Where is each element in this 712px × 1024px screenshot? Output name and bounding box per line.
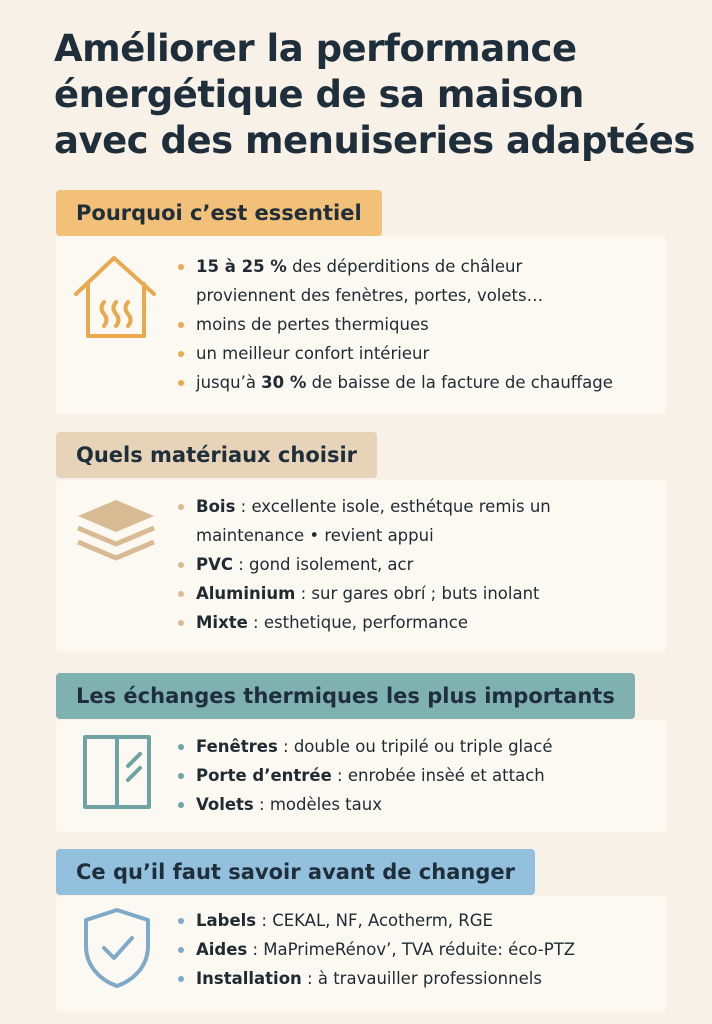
layers-icon	[74, 494, 158, 568]
list-item	[176, 310, 613, 339]
item-highlight: PVC	[196, 555, 233, 574]
item-text: moins de pertes thermiques	[196, 315, 429, 334]
item-highlight: Porte d’entrée	[196, 766, 332, 785]
item-text: : double ou tripilé ou triple glacé	[277, 737, 553, 756]
title-line-3: avec des menuiseries adaptées	[54, 119, 695, 162]
item-text: : excellente isole, esthétque remis un	[235, 497, 551, 516]
item-text: : à travauiller professionnels	[301, 969, 542, 988]
item-text: : CEKAL, NF, Acotherm, RGE	[256, 911, 493, 930]
list-item	[176, 550, 551, 579]
item-text-continued: maintenance • revient appui	[196, 526, 434, 545]
list-item	[176, 906, 575, 935]
list-item	[176, 368, 613, 397]
list-item	[176, 339, 613, 368]
item-highlight: Fenêtres	[196, 737, 278, 756]
item-text: : MaPrimeRénov’, TVA réduite: éco-PTZ	[247, 940, 576, 959]
item-text: des déperditions de châleur	[286, 257, 523, 276]
item-text: : gond isolement, acr	[232, 555, 414, 574]
item-highlight: Aluminium	[196, 584, 296, 603]
shield-check-icon	[80, 906, 154, 990]
item-text: : sur gares obrí ; buts inolant	[295, 584, 540, 603]
title-line-1: Améliorer la performance	[54, 27, 577, 70]
list-item	[176, 964, 575, 993]
list-item	[176, 732, 552, 761]
item-highlight: 15 à 25 %	[196, 257, 287, 276]
section-2-list	[176, 492, 551, 637]
list-item	[176, 790, 552, 819]
list-item	[176, 608, 551, 637]
item-text: : esthetique, performance	[247, 613, 468, 632]
item-text-continued: proviennent des fenètres, portes, volets…	[196, 286, 544, 305]
section-4-list	[176, 906, 575, 993]
item-text: de baisse de la facture de chauffage	[306, 373, 613, 392]
item-highlight: Installation	[196, 969, 302, 988]
section-3-list	[176, 732, 552, 819]
section-2-heading: Quels matériaux choisir	[56, 432, 377, 478]
list-item	[176, 252, 613, 310]
section-1-heading: Pourquoi c’est essentiel	[56, 190, 382, 236]
house-heat-icon	[70, 250, 160, 342]
list-item	[176, 935, 575, 964]
page-title	[54, 26, 694, 164]
item-text: : modèles taux	[253, 795, 382, 814]
list-item	[176, 579, 551, 608]
section-4-heading: Ce qu’il faut savoir avant de changer	[56, 849, 535, 895]
section-1-list	[176, 252, 613, 397]
item-text: jusqu’à	[196, 373, 262, 392]
section-3-heading: Les échanges thermiques les plus importants	[56, 673, 635, 719]
item-highlight: Mixte	[196, 613, 248, 632]
list-item	[176, 492, 551, 550]
item-highlight: Bois	[196, 497, 236, 516]
item-highlight: Volets	[196, 795, 254, 814]
title-line-2: énergétique de sa maison	[54, 73, 584, 116]
item-highlight: Aides	[196, 940, 248, 959]
item-highlight: 30 %	[261, 373, 307, 392]
item-text: un meilleur confort intérieur	[196, 344, 430, 363]
item-text: : enrobée insèé et attach	[331, 766, 545, 785]
window-icon	[82, 734, 152, 810]
list-item	[176, 761, 552, 790]
item-highlight: Labels	[196, 911, 257, 930]
